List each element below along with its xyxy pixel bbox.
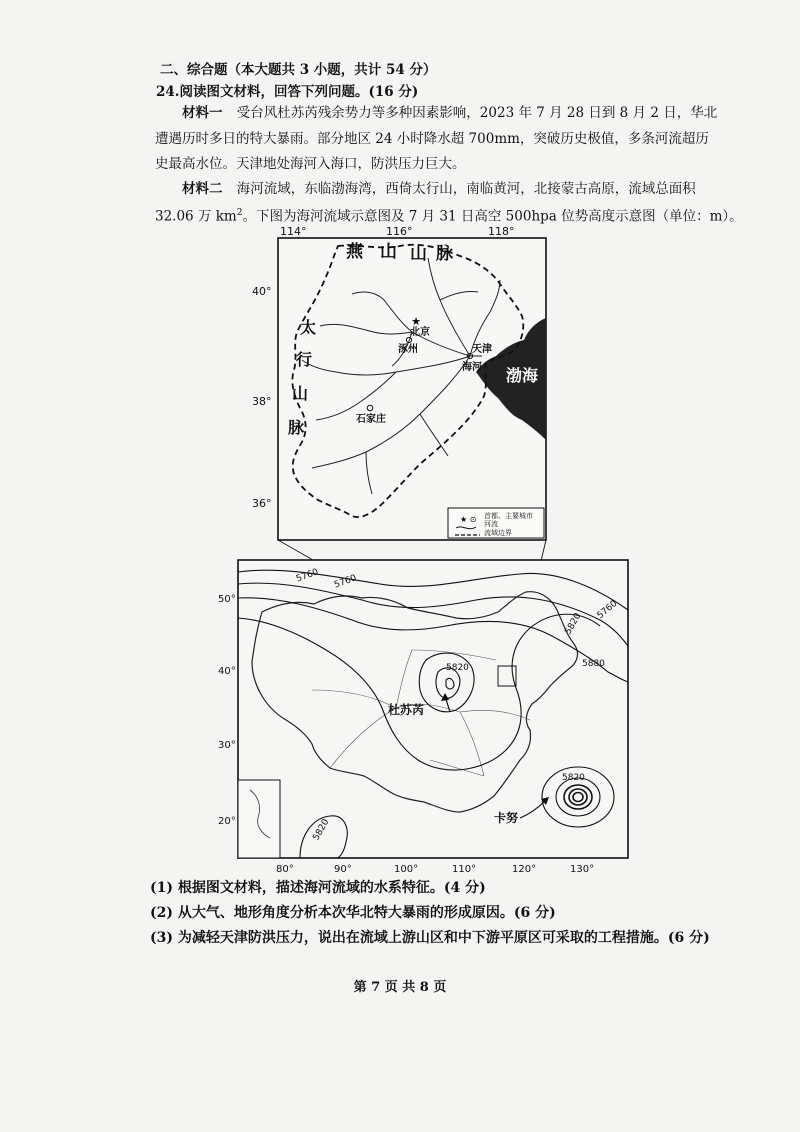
lower-lon-120: 120° xyxy=(512,864,537,875)
upper-lat-38: 38° xyxy=(252,395,272,408)
material2-text2: 。下图为海河流域示意图及 7 月 31 日高空 500hpa 位势高度示意图（单位：m）。 xyxy=(242,208,743,225)
contour-label-5820-c: 5820 xyxy=(562,773,585,783)
city-beijing: 北京 xyxy=(410,327,430,338)
contour-label-5820-d: 5820 xyxy=(311,817,332,843)
upper-lon-116: 116° xyxy=(386,225,413,238)
upper-lon-114: 114° xyxy=(280,225,307,238)
section-heading: 二、综合题（本大题共 3 小题，共计 54 分） xyxy=(160,62,437,78)
question-title: 24.阅读图文材料，回答下列问题。(16 分) xyxy=(156,84,419,100)
city-zhuozhou: 涿州 xyxy=(398,344,418,355)
inset-box xyxy=(238,780,280,858)
material2-sup: 2 xyxy=(236,208,243,218)
lower-lon-90: 90° xyxy=(334,864,352,875)
question-2: (2) 从大气、地形角度分析本次华北特大暴雨的形成原因。(6 分) xyxy=(150,905,556,921)
contour-label-5820-b: 5820 xyxy=(446,663,469,673)
material1-text1: 受台风杜苏芮残余势力等多种因素影响，2023 年 7 月 28 日到 8 月 2 日，华北 xyxy=(236,105,718,121)
bohai-label: 渤海 xyxy=(506,366,539,385)
lower-lat-30: 30° xyxy=(218,740,236,751)
lower-lon-130: 130° xyxy=(570,864,595,875)
contour-label-5760-c: 5760 xyxy=(595,598,620,622)
lower-lon-80: 80° xyxy=(276,864,294,875)
upper-lon-118: 118° xyxy=(488,225,515,238)
city-tianjin: 天津 xyxy=(472,344,492,355)
lower-lat-20: 20° xyxy=(218,816,236,827)
city-shijiazhuang: 石家庄 xyxy=(356,414,386,425)
taihang-char-3: 山 xyxy=(292,384,309,403)
typhoon-dusurui-label: 杜苏芮 xyxy=(388,703,425,717)
upper-lat-36: 36° xyxy=(252,497,272,510)
yanshan-char-1: 燕 xyxy=(346,242,363,262)
lower-lon-110: 110° xyxy=(452,864,477,875)
taihang-char-1: 太 xyxy=(300,318,317,337)
material1-label: 材料一 xyxy=(182,105,223,121)
yanshan-char-3: 山 xyxy=(410,244,427,264)
contour-label-5760-b: 5760 xyxy=(332,573,358,591)
material2-area: 32.06 万 km xyxy=(155,208,237,225)
question-1: (1) 根据图文材料，描述海河流域的水系特征。(4 分) xyxy=(150,880,486,896)
legend-star-icon: ★ ⊙ xyxy=(460,515,477,524)
lower-lat-40: 40° xyxy=(218,666,236,677)
legend-river-label: 河流 xyxy=(484,520,498,528)
upper-lat-40: 40° xyxy=(252,285,272,298)
contour-label-5820-a: 5820 xyxy=(563,611,584,637)
material1-line2: 遭遇历时多日的特大暴雨。部分地区 24 小时降水超 700mm，突破历史极值，多条河流超历 xyxy=(155,131,709,147)
yanshan-char-2: 山 xyxy=(380,242,397,262)
taihang-char-2: 行 xyxy=(296,350,313,369)
taihang-char-4: 脉 xyxy=(288,418,305,437)
lower-lon-100: 100° xyxy=(394,864,419,875)
haihe-label: 海河 xyxy=(462,362,482,373)
lower-map-frame xyxy=(238,560,628,858)
legend-boundary-label: 流域边界 xyxy=(484,529,512,537)
contour-label-5760-a: 5760 xyxy=(294,567,320,585)
contour-label-5880: 5880 xyxy=(582,659,605,669)
question-3: (3) 为减轻天津防洪压力，说出在流域上游山区和中下游平原区可采取的工程措施。(6 分) xyxy=(150,930,710,946)
beijing-star: ★ xyxy=(411,315,421,328)
yanshan-char-4: 脉 xyxy=(436,244,453,264)
material2-label: 材料二 xyxy=(182,181,223,197)
legend-city-label: 首都、主要城市 xyxy=(484,512,533,520)
material1-line3: 史最高水位。天津地处海河入海口，防洪压力巨大。 xyxy=(155,156,466,172)
lower-lat-50: 50° xyxy=(218,594,236,605)
page-footer: 第 7 页 共 8 页 xyxy=(353,980,447,995)
typhoon-kanu-label: 卡努 xyxy=(494,811,519,825)
material2-text1: 海河流域，东临渤海湾，西倚太行山，南临黄河，北接蒙古高原，流域总面积 xyxy=(236,181,696,197)
